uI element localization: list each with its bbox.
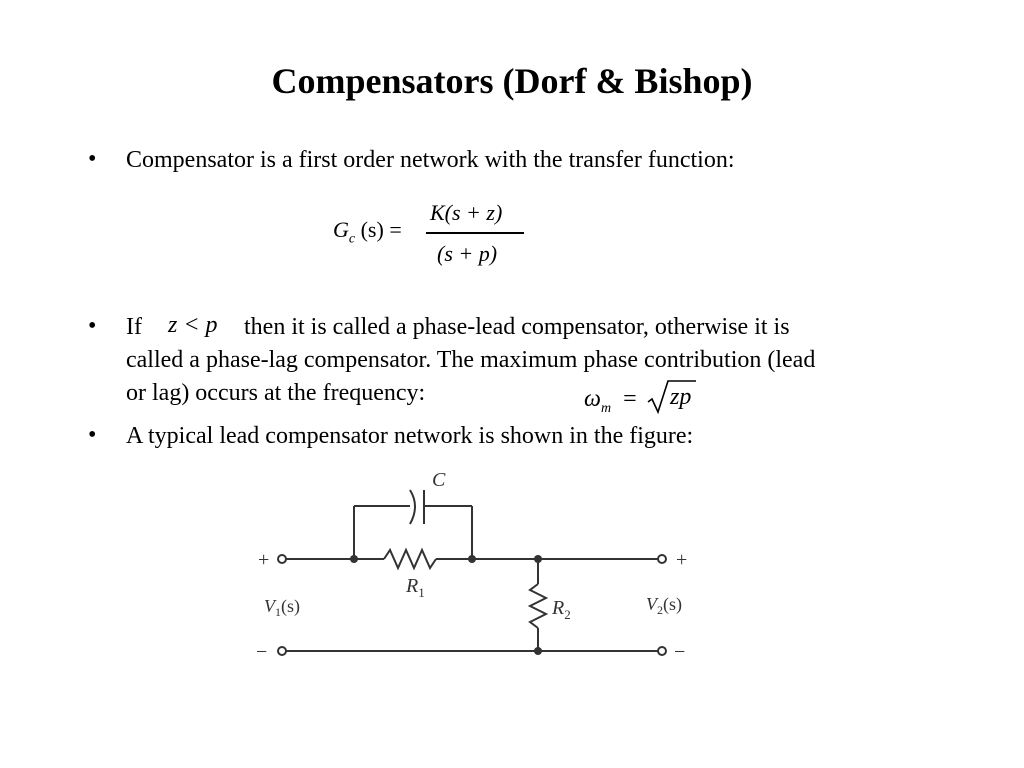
output-voltage-sub: 2 [657, 603, 663, 617]
bullet-3-text: A typical lead compensator network is shown in the figure: [126, 423, 694, 449]
lead-compensator-circuit [248, 462, 718, 672]
bullet-marker: • [88, 422, 97, 448]
svg-text:R1 [405, 575, 425, 600]
output-minus-sign: − [674, 641, 686, 663]
input-voltage-arg: (s) [281, 596, 300, 616]
bullet-2-line1: then it is called a phase-lead compensator, otherwise it is [244, 314, 790, 340]
r1-label: R [406, 575, 419, 597]
capacitor-plate-curved [410, 490, 415, 524]
tf-fraction-bar [426, 232, 524, 234]
tf-denominator: (s + p) [437, 241, 498, 266]
tf-lhs-main: G [333, 217, 349, 242]
resistor-r1 [384, 550, 436, 568]
capacitor-label: C [432, 469, 446, 491]
svg-text:V2(s) [646, 594, 682, 617]
output-voltage-label: V [646, 594, 657, 614]
svg-text:R2 [551, 597, 571, 622]
wm-lhs-sub: m [600, 400, 612, 416]
wm-radicand: zp [670, 384, 692, 410]
svg-text:V1(s) [264, 596, 300, 619]
r1-subscript: 1 [418, 585, 425, 600]
bullet-2-prefix: If [126, 314, 142, 340]
input-voltage-label: V [264, 596, 275, 616]
bullet-1-text: Compensator is a first order network with the transfer function: [126, 147, 735, 173]
tf-numerator: K(s + z) [430, 200, 503, 225]
bullet-2-condition: z < p [168, 312, 218, 338]
tf-lhs-sub: c [348, 231, 356, 247]
bullet-2-line2: called a phase-lag compensator. The maximum phase contribution (lead [126, 347, 816, 373]
input-plus-sign: + [258, 549, 270, 571]
wm-lhs-main: ω [584, 386, 601, 412]
output-terminal-minus [658, 647, 666, 655]
bullet-marker: • [88, 146, 97, 172]
bullet-marker: • [88, 313, 97, 339]
r2-subscript: 2 [564, 607, 571, 622]
bullet-2-line3: or lag) occurs at the frequency: [126, 380, 426, 406]
input-terminal-plus [278, 555, 286, 563]
r2-label: R [552, 597, 565, 619]
input-voltage-sub: 1 [275, 605, 281, 619]
tf-lhs-arg: (s) = [360, 217, 402, 242]
output-voltage-arg: (s) [663, 594, 682, 614]
input-terminal-minus [278, 647, 286, 655]
output-plus-sign: + [676, 549, 688, 571]
wm-equals: = [623, 386, 637, 412]
slide-title: Compensators (Dorf & Bishop) [271, 61, 753, 101]
input-minus-sign: − [256, 641, 268, 663]
resistor-r2 [530, 584, 546, 628]
output-terminal-plus [658, 555, 666, 563]
